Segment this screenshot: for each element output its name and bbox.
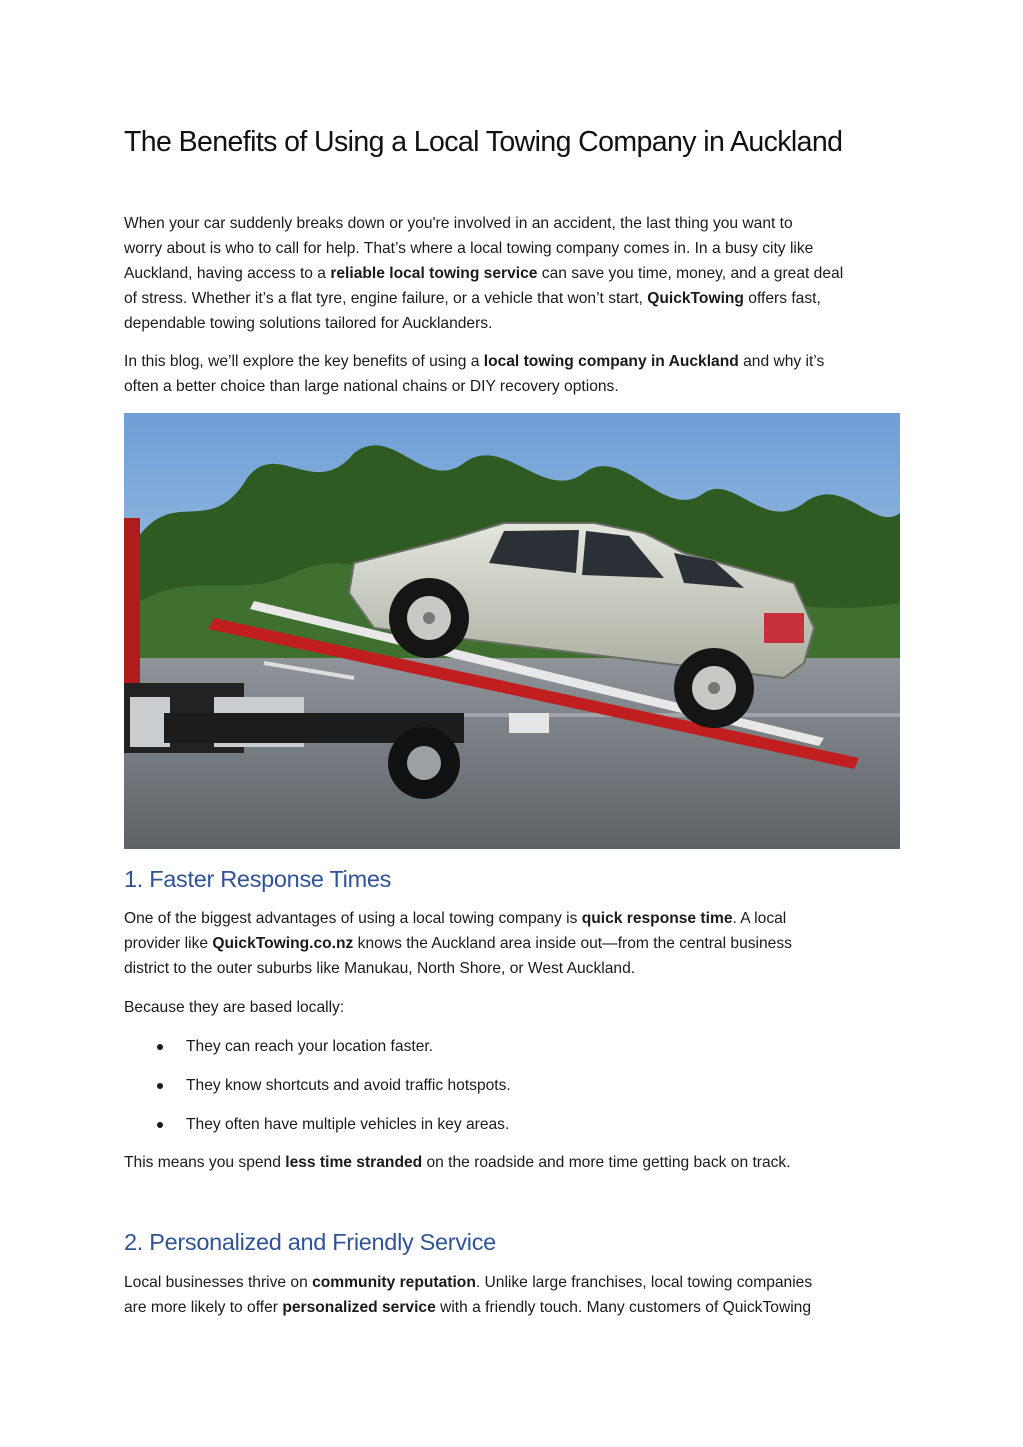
text-run: . Unlike large franchises, local towing companies: [475, 1274, 813, 1291]
bullet-icon: [157, 1083, 163, 1089]
text-run: and why it’s: [738, 353, 825, 370]
text-run: dependable towing solutions tailored for Aucklanders.: [124, 315, 493, 332]
page-title: The Benefits of Using a Local Towing Company in Auckland: [124, 126, 843, 158]
text-run: worry about is who to call for help. That’s where a local towing company comes in. In a busy city like: [124, 240, 814, 257]
bullet-list: [124, 1034, 511, 1151]
text-run: with a friendly touch. Many customers of QuickTowing: [435, 1299, 812, 1316]
tow-truck-illustration: [124, 413, 900, 849]
list-item-text: They often have multiple vehicles in key areas.: [186, 1116, 510, 1133]
list-item: [124, 1112, 511, 1151]
section-heading-personalized-service: 2. Personalized and Friendly Service: [124, 1229, 496, 1255]
intro-line: [124, 261, 843, 286]
intro-line: [124, 374, 824, 399]
text-run: . A local: [732, 910, 787, 927]
text-run: can save you time, money, and a great deal: [537, 265, 844, 282]
intro-line: [124, 211, 843, 236]
section1-conclusion: [124, 1150, 791, 1175]
list-item-text: They know shortcuts and avoid traffic hotspots.: [186, 1077, 511, 1094]
bold-text: reliable local towing service: [330, 265, 538, 282]
text-run: provider like: [124, 935, 213, 952]
hero-image-tow-truck: [124, 413, 900, 849]
list-item: [124, 1034, 511, 1073]
intro-line: [124, 236, 843, 261]
text-run: offers fast,: [743, 290, 821, 307]
paragraph-line: [124, 1270, 812, 1295]
text-run: One of the biggest advantages of using a local towing company is: [124, 910, 582, 927]
list-item-text: They can reach your location faster.: [186, 1038, 434, 1055]
bold-text: QuickTowing.co.nz: [212, 935, 354, 952]
intro-line: [124, 286, 843, 311]
text-run: of stress. Whether it’s a flat tyre, engine failure, or a vehicle that won’t start,: [124, 290, 648, 307]
paragraph-line: [124, 931, 792, 956]
intro-paragraph-2: [124, 349, 824, 399]
text-run: Local businesses thrive on: [124, 1274, 313, 1291]
intro-paragraph: [124, 211, 843, 336]
section1-paragraph: [124, 906, 792, 981]
bold-text: local towing company in Auckland: [483, 353, 739, 370]
section2-paragraph: [124, 1270, 812, 1320]
intro-line: [124, 349, 824, 374]
text-run: often a better choice than large national chains or DIY recovery options.: [124, 378, 619, 395]
paragraph-line: [124, 1295, 812, 1320]
list-item: [124, 1073, 511, 1112]
text-run: on the roadside and more time getting back on track.: [422, 1154, 791, 1171]
text-run: knows the Auckland area inside out—from the central business: [353, 935, 792, 952]
bold-text: personalized service: [282, 1299, 436, 1316]
text-run: This means you spend: [124, 1154, 286, 1171]
paragraph-line: [124, 956, 792, 981]
text-run: are more likely to offer: [124, 1299, 283, 1316]
because-line: Because they are based locally:: [124, 999, 345, 1016]
bold-text: quick response time: [581, 910, 733, 927]
text-run: Auckland, having access to a: [124, 265, 331, 282]
section-heading-faster-response: 1. Faster Response Times: [124, 866, 392, 892]
bullet-icon: [157, 1122, 163, 1128]
paragraph-line: [124, 906, 792, 931]
bold-text: less time stranded: [285, 1154, 423, 1171]
bold-text: community reputation: [312, 1274, 476, 1291]
text-run: In this blog, we’ll explore the key benefits of using a: [124, 353, 484, 370]
text-run: district to the outer suburbs like Manukau, North Shore, or West Auckland.: [124, 960, 636, 977]
text-run: When your car suddenly breaks down or you're involved in an accident, the last thing you want to: [124, 215, 793, 232]
intro-line: [124, 311, 843, 336]
bullet-icon: [157, 1044, 163, 1050]
bold-text: QuickTowing: [647, 290, 744, 307]
